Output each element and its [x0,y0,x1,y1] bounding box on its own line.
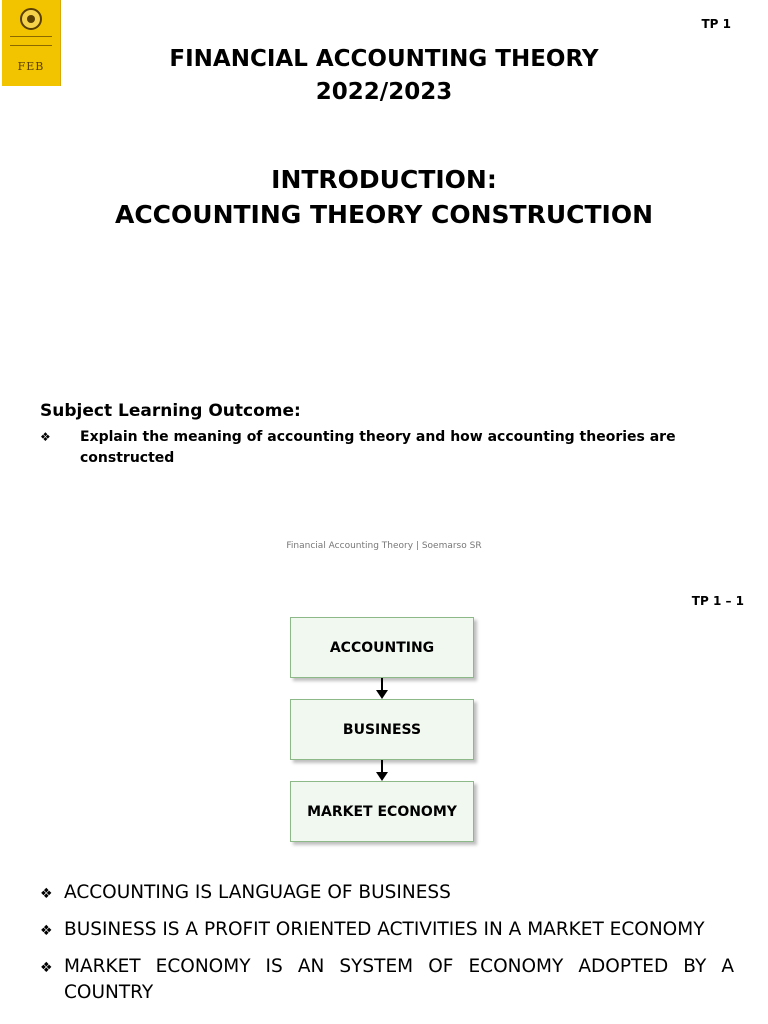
diagram-box-business: BUSINESS [290,699,474,760]
down-arrow-icon [375,678,389,700]
course-title: FINANCIAL ACCOUNTING THEORY [169,46,599,72]
diamond-bullet-icon: ❖ [40,960,53,976]
diagram-box-accounting: ACCOUNTING [290,617,474,678]
university-emblem-icon [20,8,42,30]
down-arrow-icon [375,760,389,782]
slide-footer: Financial Accounting Theory | Soemarso SR [286,541,482,551]
diamond-bullet-icon: ❖ [40,886,53,902]
slide-code: TP 1 [701,17,731,31]
learning-outcome-title: Subject Learning Outcome: [40,401,301,421]
slide-subheading: ACCOUNTING THEORY CONSTRUCTION [114,200,654,229]
academic-year: 2022/2023 [315,79,453,105]
list-item: ❖ ACCOUNTING IS LANGUAGE OF BUSINESS [40,880,734,906]
slide-code-2: TP 1 – 1 [691,594,744,608]
slide-heading: INTRODUCTION: [271,165,497,194]
diagram-box-market-economy: MARKET ECONOMY [290,781,474,842]
key-points-list [40,880,734,1006]
learning-outcome-text: Explain the meaning of accounting theory and how accounting theories are constructed [80,429,676,466]
logo-faculty-code: FEB [17,60,45,73]
list-item: ❖ MARKET ECONOMY IS AN SYSTEM OF ECONOMY ADOPTED BY A COUNTRY [40,956,734,1003]
list-item: ❖ BUSINESS IS A PROFIT ORIENTED ACTIVITIES IN A MARKET ECONOMY [40,917,734,943]
diamond-bullet-icon: ❖ [40,430,51,444]
learning-outcome-item [40,427,740,469]
diamond-bullet-icon: ❖ [40,923,53,939]
